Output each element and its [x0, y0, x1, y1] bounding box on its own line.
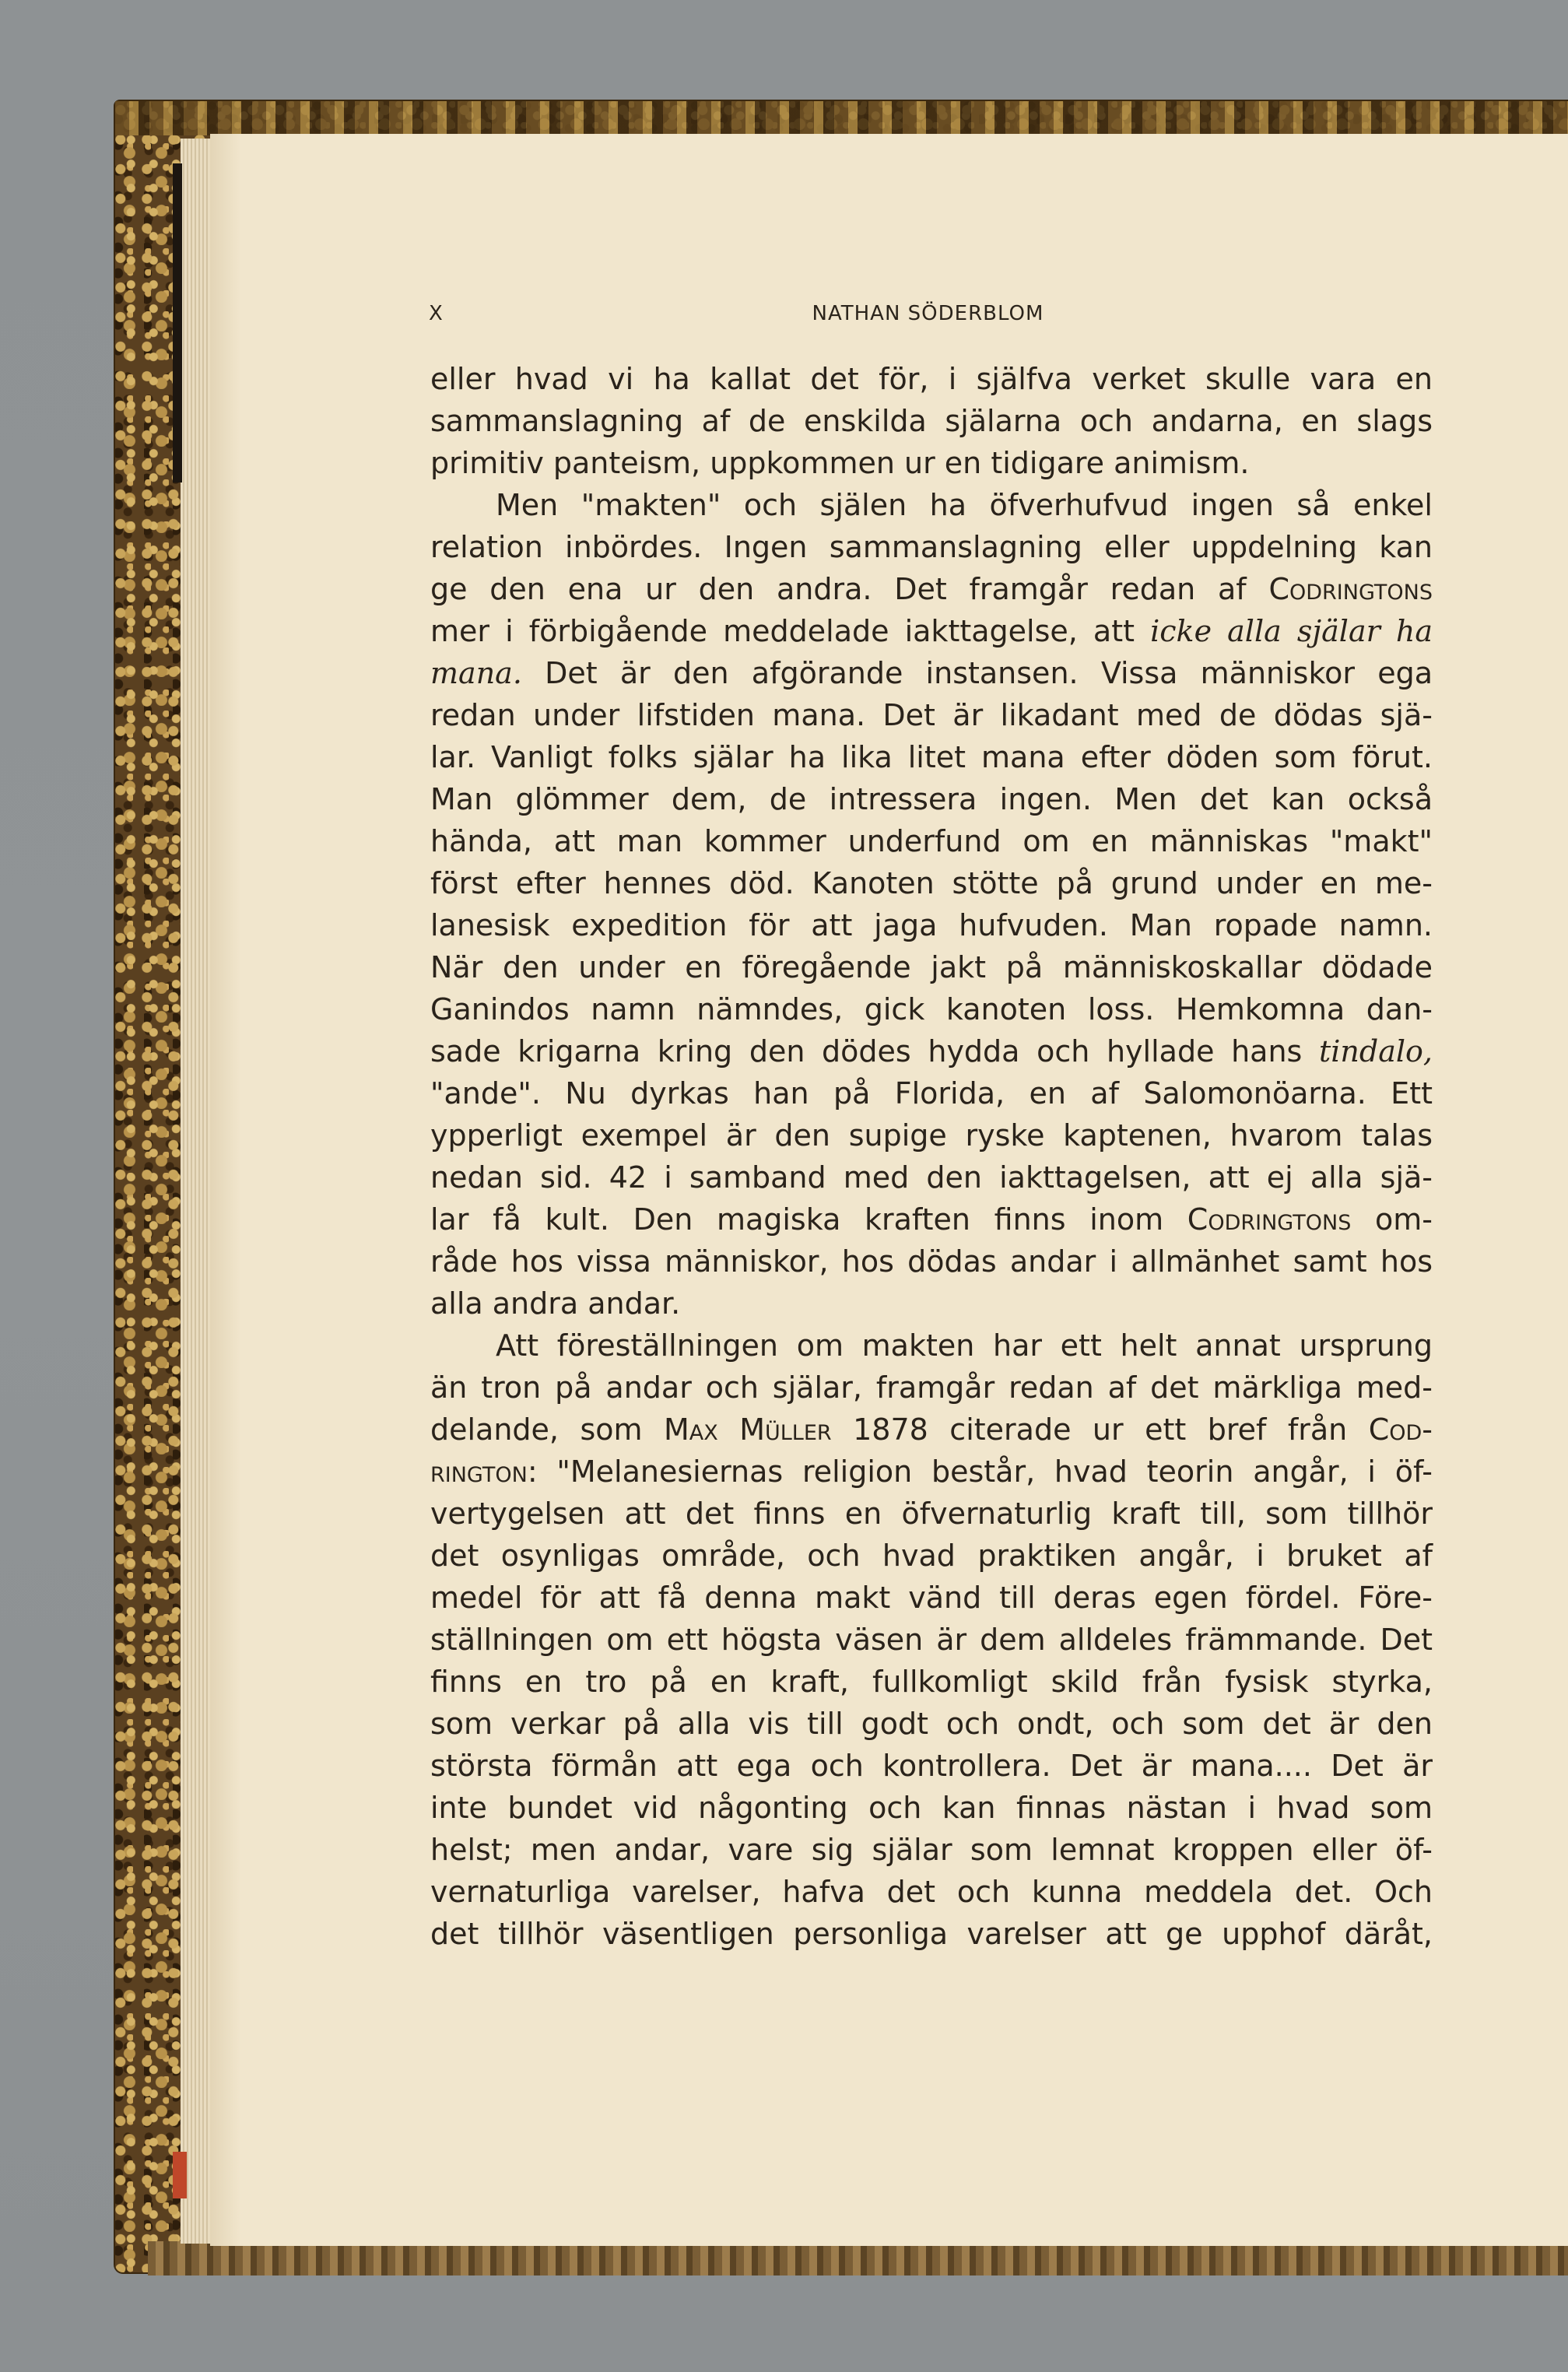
italic-phrase: icke alla själar ha [1150, 614, 1433, 648]
text-line: det osynligas område, och hvad praktiken angår, i bruket af [430, 1539, 1433, 1573]
text-run: mer i förbigående meddelade iakttagelse, att [430, 614, 1151, 648]
text-line: Men "makten" och själen ha öfverhufvud ingen så enkel [496, 488, 1433, 522]
text-line: råde hos vissa människor, hos dödas andar i allmänhet samt hos [430, 1244, 1433, 1279]
bookmark-tab [173, 2152, 187, 2198]
text-line: största förmån att ega och kontrollera. Det är mana.... Det är [430, 1749, 1433, 1783]
text-run: ge den ena ur den andra. Det framgår redan af [430, 572, 1269, 606]
small-caps-name: rington [430, 1454, 528, 1489]
text-line: vernaturliga varelser, hafva det och kunna meddela det. Och [430, 1875, 1433, 1909]
text-run: delande, som [430, 1412, 664, 1447]
running-head [424, 302, 1432, 333]
text-line: som verkar på alla vis till godt och ondt, och som det är den [430, 1707, 1433, 1741]
text-line: helst; men andar, vare sig själar som lemnat kroppen eller öf- [430, 1833, 1433, 1867]
text-line: det tillhör väsentligen personliga varelser att ge upphof däråt, [430, 1917, 1433, 1951]
text-line [430, 610, 1433, 652]
text-line: lar. Vanligt folks själar ha lika litet mana efter döden som förut. [430, 740, 1433, 774]
text-line: medel för att få denna makt vänd till deras egen fördel. Före- [430, 1581, 1433, 1615]
small-caps-name: Max Müller [664, 1412, 832, 1447]
running-head-title: NATHAN SÖDERBLOM [812, 302, 1044, 325]
text-line: eller hvad vi ha kallat det för, i själfva verket skulle vara en [430, 362, 1433, 396]
text-line: Man glömmer dem, de intressera ingen. Men det kan också [430, 782, 1433, 816]
text-run: 1878 citerade ur ett bref från [831, 1412, 1369, 1447]
text-line: än tron på andar och själar, framgår redan af det märkliga med- [430, 1370, 1433, 1405]
page-edge-shadow [173, 163, 182, 482]
italic-phrase: mana. [430, 656, 522, 690]
text-run: sade krigarna kring den dödes hydda och hyllade hans [430, 1034, 1319, 1068]
italic-phrase: tindalo, [1319, 1034, 1433, 1068]
text-line: När den under en föregående jakt på människoskallar dödade [430, 950, 1433, 984]
text-line: "ande". Nu dyrkas han på Florida, en af Salomonöarna. Ett [430, 1076, 1433, 1111]
small-caps-name: Codringtons [1268, 572, 1433, 606]
page-number: X [429, 302, 444, 325]
text-line: först efter hennes död. Kanoten stötte på grund under en me- [430, 866, 1433, 900]
text-line [430, 1451, 1433, 1493]
text-line: ställningen om ett högsta väsen är dem alldeles främmande. Det [430, 1623, 1433, 1657]
cover-bottom-edge [148, 2241, 1568, 2276]
small-caps-name: Cod- [1368, 1412, 1433, 1447]
text-line: finns en tro på en kraft, fullkomligt skild från fysisk styrka, [430, 1665, 1433, 1699]
page-edges [181, 139, 212, 2244]
text-line: vertygelsen att det finns en öfvernaturlig kraft till, som tillhör [430, 1497, 1433, 1531]
text-line: redan under lifstiden mana. Det är likadant med de dödas sjä- [430, 698, 1433, 732]
text-line: inte bundet vid någonting och kan finnas nästan i hvad som [430, 1791, 1433, 1825]
text-line: lanesisk expedition för att jaga hufvuden. Man ropade namn. [430, 908, 1433, 942]
text-line: primitiv panteism, uppkommen ur en tidigare animism. [430, 446, 1250, 480]
cover-top-edge [115, 101, 1568, 135]
text-line: alla andra andar. [430, 1286, 681, 1321]
text-run: lar få kult. Den magiska kraften finns inom [430, 1202, 1187, 1237]
text-line: relation inbördes. Ingen sammanslagning eller uppdelning kan [430, 530, 1433, 564]
text-run: om- [1351, 1202, 1433, 1237]
text-line: hända, att man kommer underfund om en människas "makt" [430, 824, 1433, 858]
text-line: ypperligt exempel är den supige ryske kaptenen, hvarom talas [430, 1118, 1433, 1153]
text-line [430, 568, 1433, 610]
text-line [430, 1198, 1433, 1240]
text-line: Ganindos namn nämndes, gick kanoten loss. Hemkomna dan- [430, 992, 1433, 1026]
text-run: : "Melanesiernas religion består, hvad teorin angår, i öf- [527, 1454, 1433, 1489]
body-text [430, 358, 1433, 1955]
text-line [430, 1030, 1433, 1072]
text-line [430, 652, 1433, 694]
text-line: nedan sid. 42 i samband med den iakttagelsen, att ej alla sjä- [430, 1160, 1433, 1195]
text-line: Att föreställningen om makten har ett helt annat ursprung [496, 1328, 1433, 1363]
text-line [430, 1409, 1433, 1451]
small-caps-name: Codringtons [1187, 1202, 1352, 1237]
text-line: sammanslagning af de enskilda själarna och andarna, en slags [430, 404, 1433, 438]
text-run: Det är den afgörande instansen. Vissa människor ega [521, 656, 1433, 690]
